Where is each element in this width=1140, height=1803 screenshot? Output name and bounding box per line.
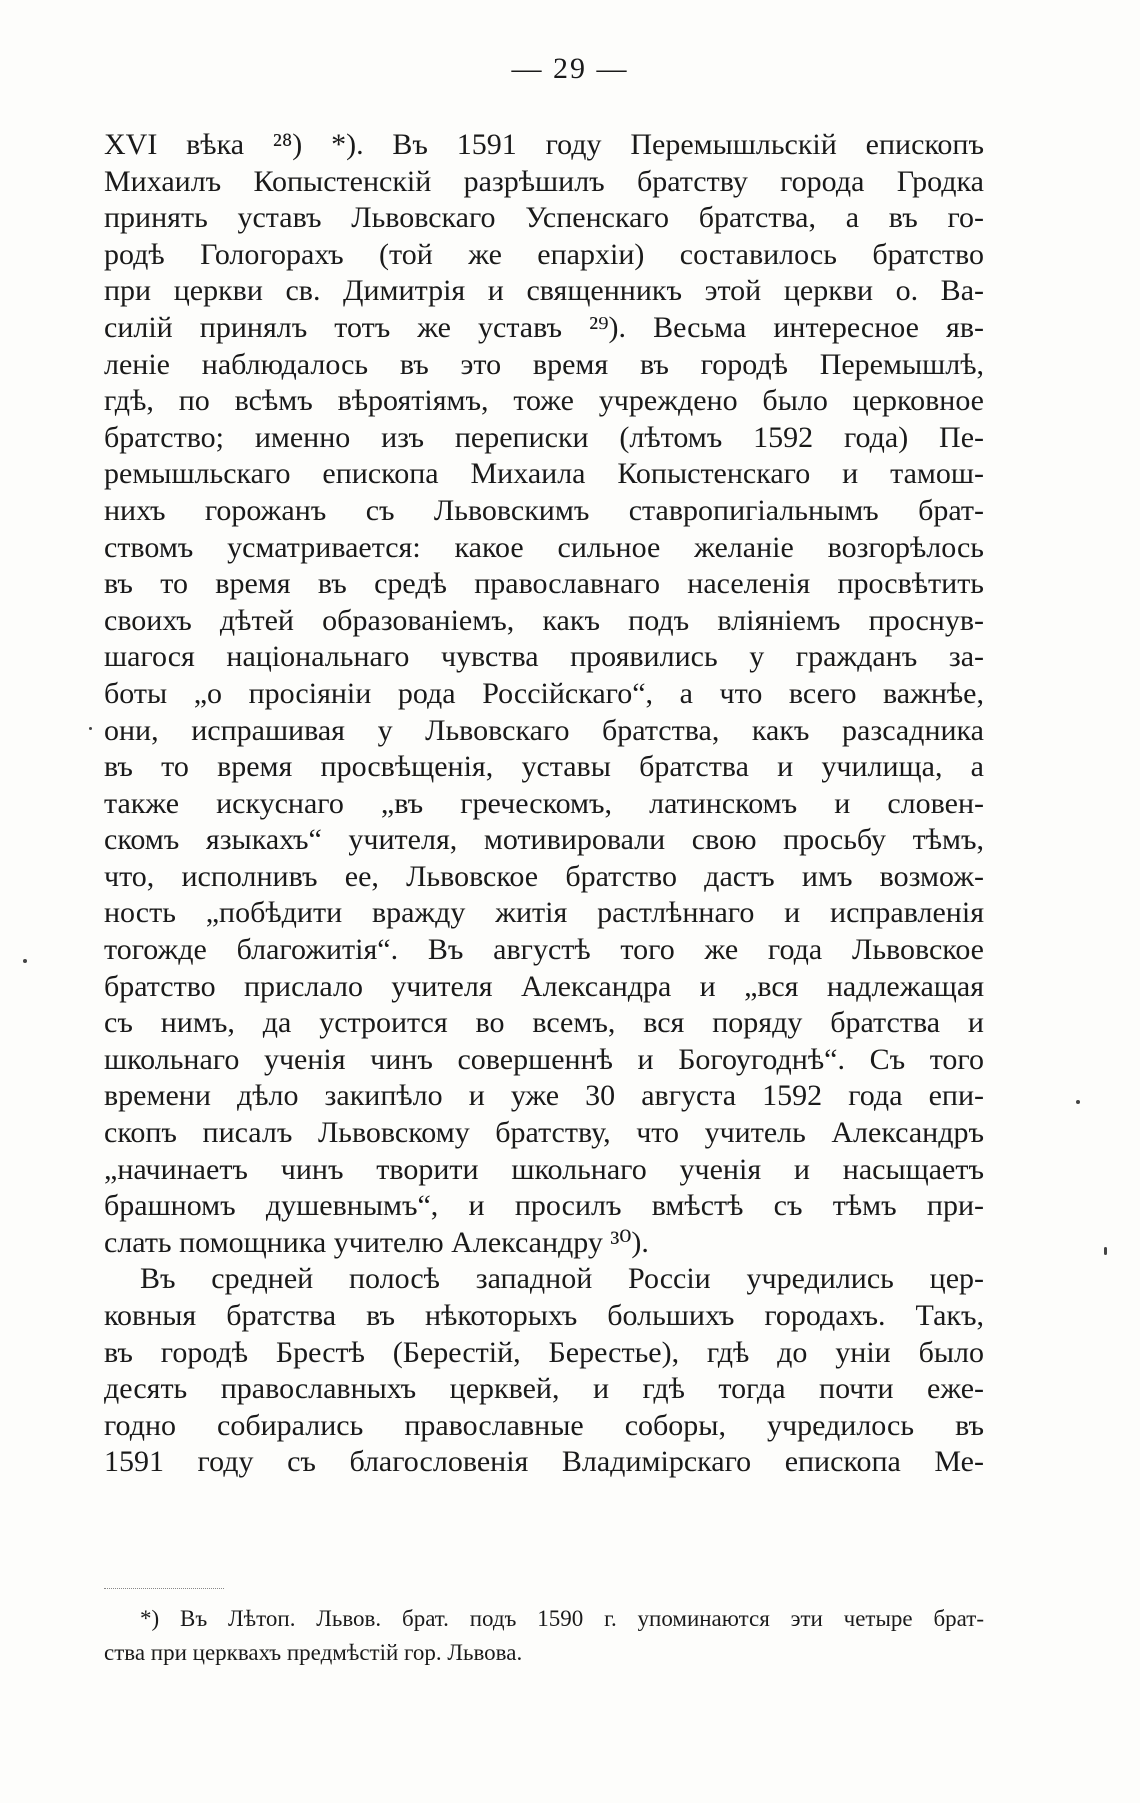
text-line: силій принялъ тотъ же уставъ ²⁹). Весьма интересное яв-	[104, 310, 984, 344]
text-line: въ то время въ средѣ православнаго населенія просвѣтить	[104, 567, 984, 601]
body-text	[104, 127, 984, 1481]
footnote	[104, 1602, 984, 1670]
footnote-line: ства при церквахъ предмѣстій гор. Львова.	[104, 1640, 523, 1665]
text-line: ность „побѣдити вражду житія растлѣннаго и исправленія	[104, 896, 984, 930]
print-speck	[1076, 1100, 1080, 1104]
text-line: своихъ дѣтей образованіемъ, какъ подъ вліяніемъ проснув-	[104, 603, 984, 637]
text-line: школьнаго ученія чинъ совершеннѣ и Богоугоднѣ“. Съ того	[104, 1042, 984, 1076]
text-line: скомъ языкахъ“ учителя, мотивировали свою просьбу тѣмъ,	[104, 823, 984, 857]
text-line: шагося національнаго чувства проявились у гражданъ за-	[104, 640, 984, 674]
text-line: Михаилъ Копыстенскій разрѣшилъ братству города Гродка	[104, 164, 984, 198]
print-speck	[23, 959, 27, 963]
text-line: они, испрашивая у Львовскаго братства, какъ разсадника	[104, 713, 984, 747]
text-line: ковныя братства въ нѣкоторыхъ большихъ городахъ. Такъ,	[104, 1299, 984, 1332]
text-line: леніе наблюдалось въ это время въ городѣ Перемышлѣ,	[104, 347, 984, 381]
text-line: времени дѣло закипѣло и уже 30 августа 1592 года епи-	[104, 1079, 984, 1113]
text-line: брашномъ душевнымъ“, и просилъ вмѣстѣ съ тѣмъ при-	[104, 1189, 984, 1223]
text-line: при церкви св. Димитрія и священникъ этой церкви о. Ва-	[104, 274, 984, 308]
text-line: годно собирались православные соборы, учредилось въ	[104, 1408, 984, 1442]
footnote-divider	[104, 1588, 224, 1589]
text-line: въ городѣ Брестѣ (Берестій, Берестье), гдѣ до уніи было	[104, 1335, 984, 1369]
text-line: принять уставъ Львовскаго Успенскаго братства, а въ го-	[104, 201, 984, 235]
text-line: боты „о просіяніи рода Россійскаго“, а что всего важнѣе,	[104, 676, 984, 710]
text-line: ремышльскаго епископа Михаила Копыстенскаго и тамош-	[104, 457, 984, 491]
page-number: — 29 —	[511, 52, 629, 85]
text-line: гдѣ, по всѣмъ вѣроятіямъ, тоже учреждено было церковное	[104, 384, 984, 418]
text-line: что, исполнивъ ее, Львовское братство дастъ имъ возмож-	[104, 859, 984, 893]
print-speck	[89, 727, 92, 730]
text-line: слать помощника учителю Александру ³⁰).	[104, 1225, 649, 1259]
footnote-line: *) Въ Лѣтоп. Львов. брат. подъ 1590 г. упоминаются эти четыре брат-	[140, 1606, 984, 1631]
text-line: также искуснаго „въ греческомъ, латинскомъ и словен-	[104, 786, 984, 820]
text-line: Въ средней полосѣ западной Россіи учредились цер-	[140, 1262, 984, 1296]
text-line: тогожде благожитія“. Въ августѣ того же года Львовское	[104, 933, 984, 967]
text-line: десять православныхъ церквей, и гдѣ тогда почти еже-	[104, 1372, 984, 1406]
text-line: 1591 году съ благословенія Владимірскаго епископа Ме-	[104, 1445, 984, 1479]
text-line: братство прислало учителя Александра и „вся надлежащая	[104, 969, 984, 1003]
text-line: XVI вѣка ²⁸) *). Въ 1591 году Перемышльскій епископъ	[104, 128, 984, 161]
text-line: родѣ Гологорахъ (той же епархіи) составилось братство	[104, 237, 984, 271]
text-line: съ нимъ, да устроится во всемъ, вся поряду братства и	[104, 1006, 984, 1040]
text-line: „начинаетъ чинъ творити школьнаго ученія и насыщаетъ	[104, 1152, 984, 1186]
text-line: нихъ горожанъ съ Львовскимъ ставропигіальнымъ брат-	[104, 493, 984, 527]
text-line: скопъ писалъ Львовскому братству, что учитель Александръ	[104, 1116, 984, 1150]
text-line: братство; именно изъ переписки (лѣтомъ 1592 года) Пе-	[104, 420, 984, 454]
text-line: ствомъ усматривается: какое сильное желаніе возгорѣлось	[104, 530, 984, 564]
print-speck	[1104, 1247, 1107, 1255]
text-line: въ то время просвѣщенія, уставы братства и училища, а	[104, 750, 984, 784]
